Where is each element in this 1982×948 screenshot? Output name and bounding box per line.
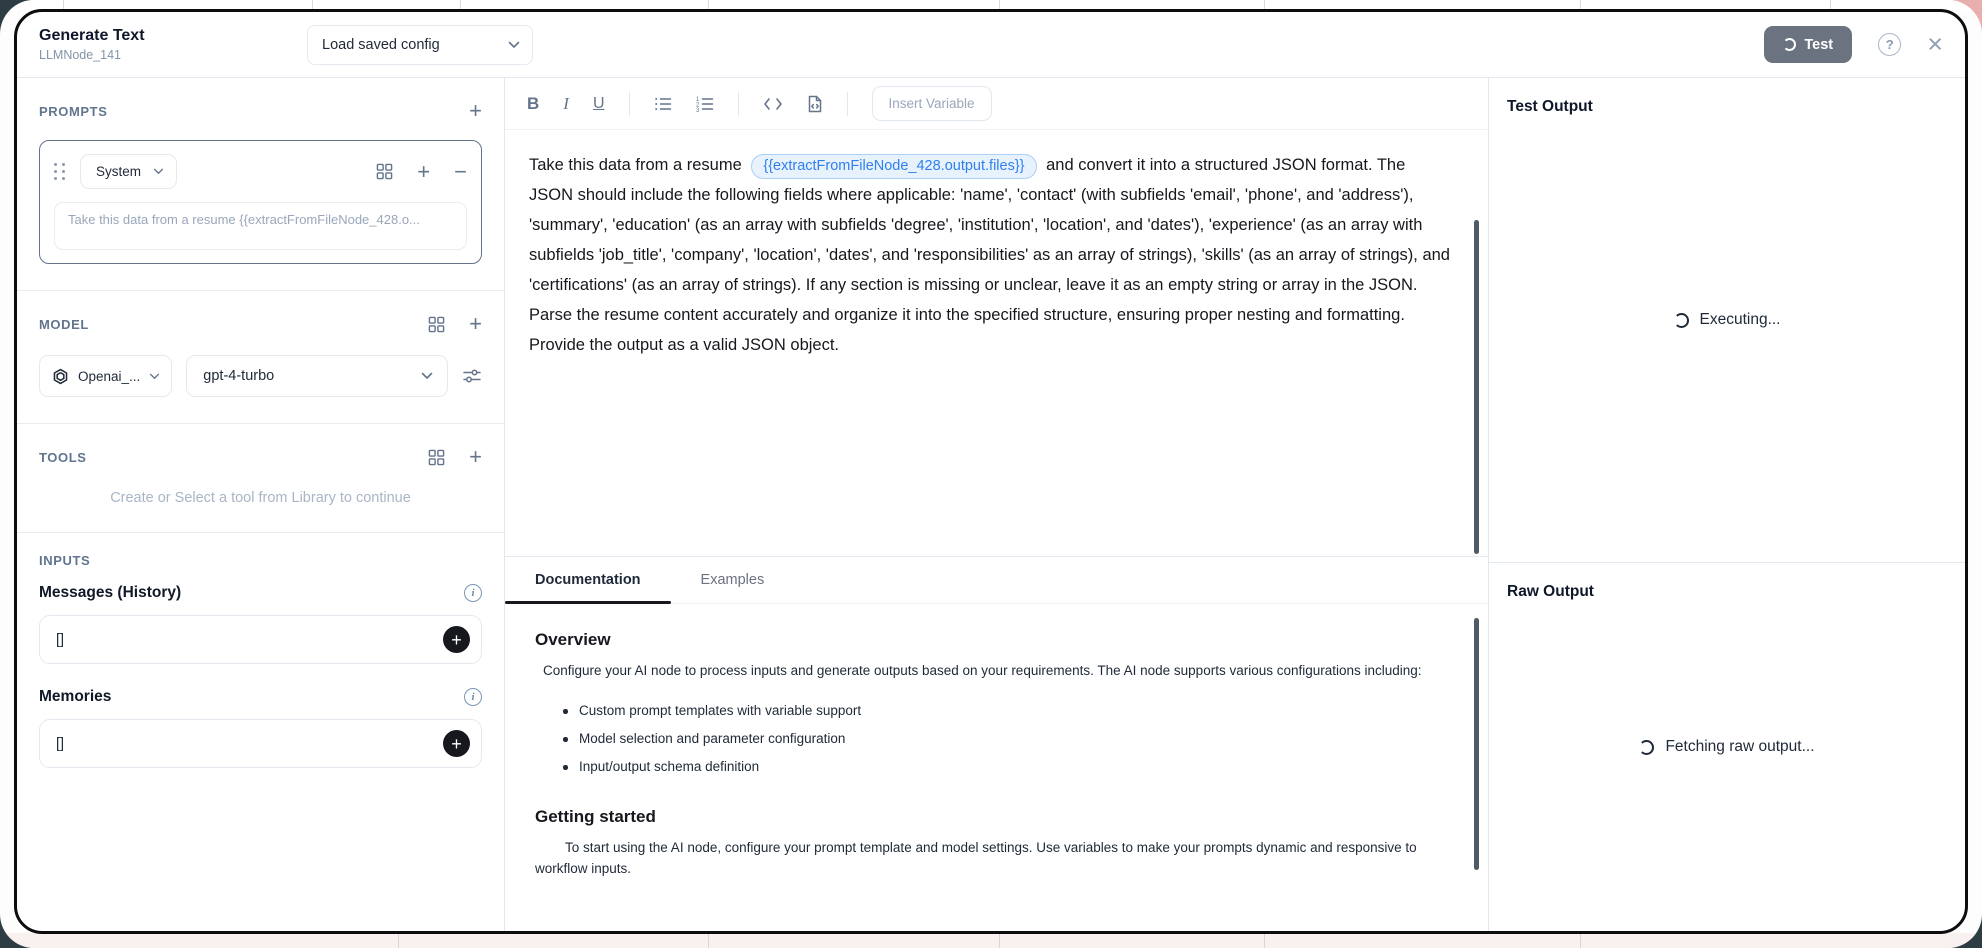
background-table-bottom [0,933,1982,948]
raw-output-title: Raw Output [1507,583,1594,600]
provider-value: Openai_... [78,368,141,384]
variable-chip[interactable]: {{extractFromFileNode_428.output.files}} [751,154,1036,179]
node-config-modal [14,9,1968,934]
test-button-label: Test [1804,36,1834,53]
messages-history-field[interactable] [39,615,482,664]
messages-history-label: Messages (History) i [39,584,482,602]
info-icon[interactable]: i [464,584,482,602]
test-button[interactable] [1764,26,1852,63]
model-name-value: gpt-4-turbo [203,368,275,384]
list-item: Input/output schema definition [563,753,1428,781]
grid-icon[interactable] [428,316,445,333]
bullet-list-icon[interactable] [654,96,672,112]
list-item: Custom prompt templates with variable support [563,697,1428,725]
inputs-label: INPUTS [39,553,91,568]
toolbar-divider [629,92,630,116]
test-output-section [1489,78,1965,562]
info-icon[interactable]: i [464,688,482,706]
config-select-value: Load saved config [322,36,440,53]
divider [17,290,504,291]
spinner-icon [1674,313,1689,328]
memories-value: [] [56,735,65,752]
model-row [39,355,482,397]
insert-variable-button[interactable]: Insert Variable [872,86,992,121]
node-id: LLMNode_141 [39,48,122,62]
feature-list [563,697,1428,781]
getting-started-text: To start using the AI node, configure your prompt template and model settings. Use variables to make your prompts dynamic and responsive to workflow inputs. [535,840,1417,876]
getting-started-heading: Getting started [535,807,656,826]
page-title: Generate Text [39,27,145,44]
file-code-icon[interactable] [807,95,823,113]
list-item: Model selection and parameter configuration [563,725,1428,753]
tools-label: TOOLS [39,449,87,465]
load-saved-config-select[interactable] [307,25,533,65]
memories-label: Memories i [39,688,482,706]
header-actions [1764,26,1943,63]
close-icon[interactable]: × [1927,29,1943,59]
drag-handle-icon[interactable] [54,163,66,181]
prompt-role-select[interactable] [80,154,177,189]
modal-body [17,78,1965,931]
sliders-icon[interactable] [462,366,482,386]
divider [17,532,504,533]
title-block [39,26,307,63]
bold-icon[interactable]: B [527,93,540,113]
editor-scrollbar[interactable] [1474,220,1479,554]
add-circle-button[interactable]: + [443,730,470,757]
help-icon[interactable]: ? [1878,33,1901,56]
model-name-select[interactable] [186,355,448,397]
provider-select[interactable] [39,355,172,397]
add-circle-button[interactable]: + [443,626,470,653]
prompt-editor[interactable] [505,130,1488,556]
editor-toolbar [505,78,1488,130]
memories-field[interactable] [39,719,482,768]
chevron-down-icon [508,41,520,49]
openai-logo-icon [52,368,69,385]
spinner-icon [1783,38,1796,51]
docs-tabs [505,556,1488,604]
numbered-list-icon[interactable] [696,96,714,112]
code-icon[interactable] [763,97,783,111]
prompt-role-value: System [96,164,142,179]
tools-section-header [39,446,482,468]
minus-icon[interactable]: − [454,158,467,184]
svg-text:1: 1 [695,96,699,103]
prompt-text-after: and convert it into a structured JSON format. The JSON should include the following fields where applicable: 'name', 'contact' (with subfields 'email', 'phone', and 'address'), 'summary', 'education' (as an array with subfields 'degree', 'institution', 'location', and 'dates'), 'experience' (as an array with subfields 'job_title', 'company', 'location', 'dates', and 'responsibilities' as an array of strings), 'skills' (as an array of strings), and 'certifications' (as an array of strings). If any section is missing or unclear, leave it as an empty string or array in the JSON. Parse the resume content accurately and organize it into the specified structure, ensuring proper nesting and formatting. Provide the output as a valid JSON object. [529,156,1450,354]
messages-history-value: [] [56,631,65,648]
underline-icon[interactable]: U [592,94,605,112]
documentation-panel [505,604,1488,931]
prompt-preview-input[interactable]: Take this data from a resume {{extractFromFileNode_428.o... [54,202,467,250]
svg-text:3: 3 [695,107,699,112]
prompt-editor-column [505,78,1488,931]
output-panel [1488,78,1965,931]
svg-text:2: 2 [695,102,699,108]
prompts-section-header [39,100,482,122]
chevron-down-icon [421,372,433,380]
add-model-button[interactable]: + [469,311,482,336]
inputs-section-header [39,553,482,568]
chevron-down-icon [153,168,164,175]
raw-output-status: Fetching raw output... [1489,738,1965,756]
prompt-text-before: Take this data from a resume [529,156,747,174]
raw-output-section [1489,562,1965,931]
divider [17,423,504,424]
test-output-title: Test Output [1507,98,1593,115]
tab-examples[interactable]: Examples [700,572,765,588]
add-prompt-button[interactable]: + [469,98,482,123]
tab-documentation[interactable]: Documentation [505,557,671,603]
toolbar-divider [847,92,848,116]
docs-scrollbar[interactable] [1474,618,1479,870]
tools-empty-text: Create or Select a tool from Library to continue [110,490,411,506]
plus-icon[interactable]: + [417,158,431,184]
prompt-card [39,140,482,264]
prompts-label: PROMPTS [39,103,108,119]
spinner-icon [1639,740,1654,755]
model-section-header [39,313,482,335]
add-tool-button[interactable]: + [469,444,482,469]
overview-heading: Overview [535,630,611,649]
grid-icon[interactable] [428,449,445,466]
overview-text: Configure your AI node to process inputs and generate outputs based on your requirements. The AI node supports various configurations including: [543,663,1422,678]
grid-icon[interactable] [376,163,393,180]
chevron-down-icon [149,373,160,380]
modal-header [17,12,1965,78]
test-output-status: Executing... [1489,311,1965,329]
config-sidebar [17,78,505,931]
toolbar-divider [738,92,739,116]
model-label: MODEL [39,316,89,332]
italic-icon[interactable]: I [563,93,569,113]
